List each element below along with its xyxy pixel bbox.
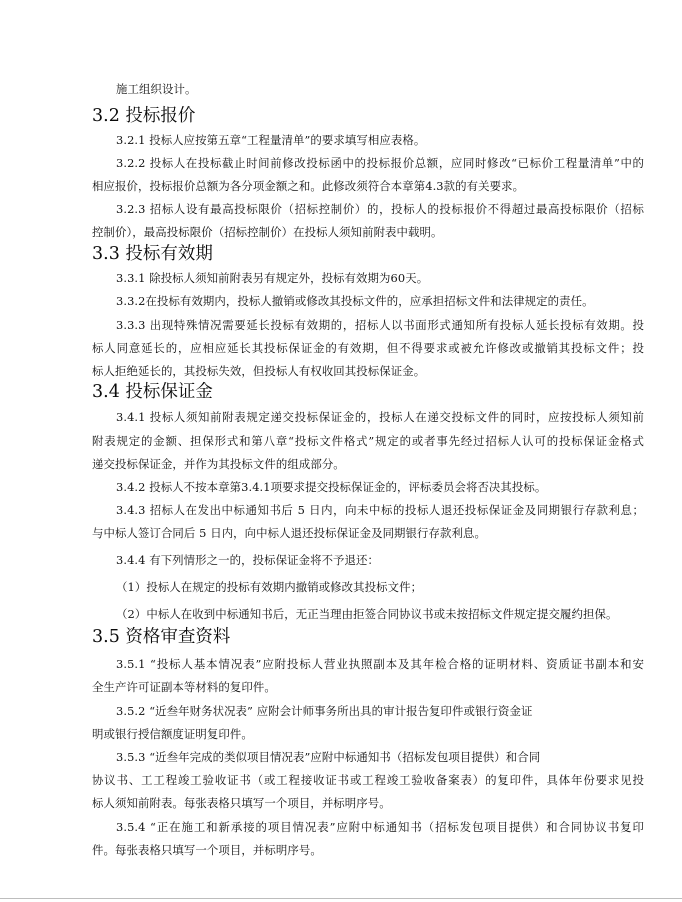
paragraph-3-3-3-line2: 标人同意延长的，应相应延长其投标保证金的有效期，但不得要求或被允许修改或撤销其投标文件；投 xyxy=(92,341,644,355)
paragraph-3-4-1-line1: 3.4.1 投标人须知前附表规定递交投标保证金的，投标人在递交投标文件的同时，应按投标人须知前 xyxy=(116,410,644,424)
paragraph-3-4-4: 3.4.4 有下列情形之一的，投标保证金将不予退还： xyxy=(116,553,380,567)
section-heading-3-5: 3.5 资格审查资料 xyxy=(92,627,231,647)
paragraph-3-3-3-line1: 3.3.3 出现特殊情况需要延长投标有效期的，招标人以书面形式通知所有投标人延长投标有效期。投 xyxy=(116,318,644,332)
paragraph-3-5-2-line2: 明或银行授信额度证明复印件。 xyxy=(92,727,253,741)
page-bottom-rule xyxy=(0,898,682,899)
paragraph-3-3-2: 3.3.2在投标有效期内，投标人撤销或修改其投标文件的，应承担招标文件和法律规定的责任。 xyxy=(116,294,594,308)
paragraph-3-2-1: 3.2.1 投标人应按第五章“工程量清单”的要求填写相应表格。 xyxy=(116,133,426,147)
section-heading-3-4: 3.4 投标保证金 xyxy=(92,382,213,402)
paragraph-3-5-4-line2: 件。每张表格只填写一个项目，并标明序号。 xyxy=(92,843,322,857)
paragraph-3-3-1: 3.3.1 除投标人须知前附表另有规定外，投标有效期为60天。 xyxy=(116,271,429,285)
paragraph-3-4-1-line2: 附表规定的金额、担保形式和第八章“投标文件格式”规定的或者事先经过招标人认可的投标保证金格式 xyxy=(92,434,644,448)
paragraph-3-4-2: 3.4.2 投标人不按本章第3.4.1项要求提交投标保证金的，评标委员会将否决其投标。 xyxy=(116,480,547,494)
paragraph-3-5-3-line1: 3.5.3 “近叁年完成的类似项目情况表”应附中标通知书（招标发包项目提供）和合同 xyxy=(116,750,541,764)
list-item-3-4-4-1: （1）投标人在规定的投标有效期内撤销或修改其投标文件； xyxy=(116,580,423,594)
paragraph-3-5-1-line1: 3.5.1 “投标人基本情况表”应附投标人营业执照副本及其年检合格的证明材料、资质证书副本和安 xyxy=(116,657,644,671)
paragraph-3-2-3-line1: 3.2.3 招标人设有最高投标限价（招标控制价）的，投标人的投标报价不得超过最高投标限价（招标 xyxy=(116,202,644,216)
paragraph-3-2-3-line2: 控制价），最高投标限价（招标控制价）在投标人须知前附表中载明。 xyxy=(92,225,443,239)
paragraph-3-4-3-line2: 与中标人签订合同后 5 日内，向中标人退还投标保证金及同期银行存款利息。 xyxy=(92,526,486,540)
paragraph-3-2-2-line2: 相应报价，投标报价总额为各分项金额之和。此修改须符合本章第4.3款的有关要求。 xyxy=(92,179,525,193)
section-heading-3-3: 3.3 投标有效期 xyxy=(92,244,213,264)
paragraph-3-3-3-line3: 标人拒绝延长的，其投标失效，但投标人有权收回其投标保证金。 xyxy=(92,364,426,378)
paragraph-3-4-1-line3: 递交投标保证金，并作为其投标文件的组成部分。 xyxy=(92,457,345,471)
section-heading-3-2: 3.2 投标报价 xyxy=(92,106,196,126)
continuation-text: 施工组织设计。 xyxy=(116,82,197,96)
paragraph-3-4-3-line1: 3.4.3 招标人在发出中标通知书后 5 日内，向未中标的投标人退还投标保证金及同期银行存款利息； xyxy=(116,503,644,517)
paragraph-3-5-2-line1: 3.5.2 “近叁年财务状况表” 应附会计师事务所出具的审计报告复印件或银行资金证 xyxy=(116,704,533,718)
paragraph-3-5-1-line2: 全生产许可证副本等材料的复印件。 xyxy=(92,680,276,694)
paragraph-3-5-3-line3: 标人须知前附表。每张表格只填写一个项目，并标明序号。 xyxy=(92,796,391,810)
paragraph-3-5-4-line1: 3.5.4 “正在施工和新承接的项目情况表”应附中标通知书（招标发包项目提供）和合同协议书复印 xyxy=(116,820,644,834)
list-item-3-4-4-2: （2）中标人在收到中标通知书后，无正当理由拒签合同协议书或未按招标文件规定提交履约担保。 xyxy=(116,607,618,621)
paragraph-3-5-3-line2: 协议书、工工程竣工验收证书（或工程接收证书或工程竣工验收备案表）的复印件，具体年份要求见投 xyxy=(92,773,644,787)
paragraph-3-2-2-line1: 3.2.2 投标人在投标截止时间前修改投标函中的投标报价总额，应同时修改“已标价工程量清单”中的 xyxy=(116,156,644,170)
